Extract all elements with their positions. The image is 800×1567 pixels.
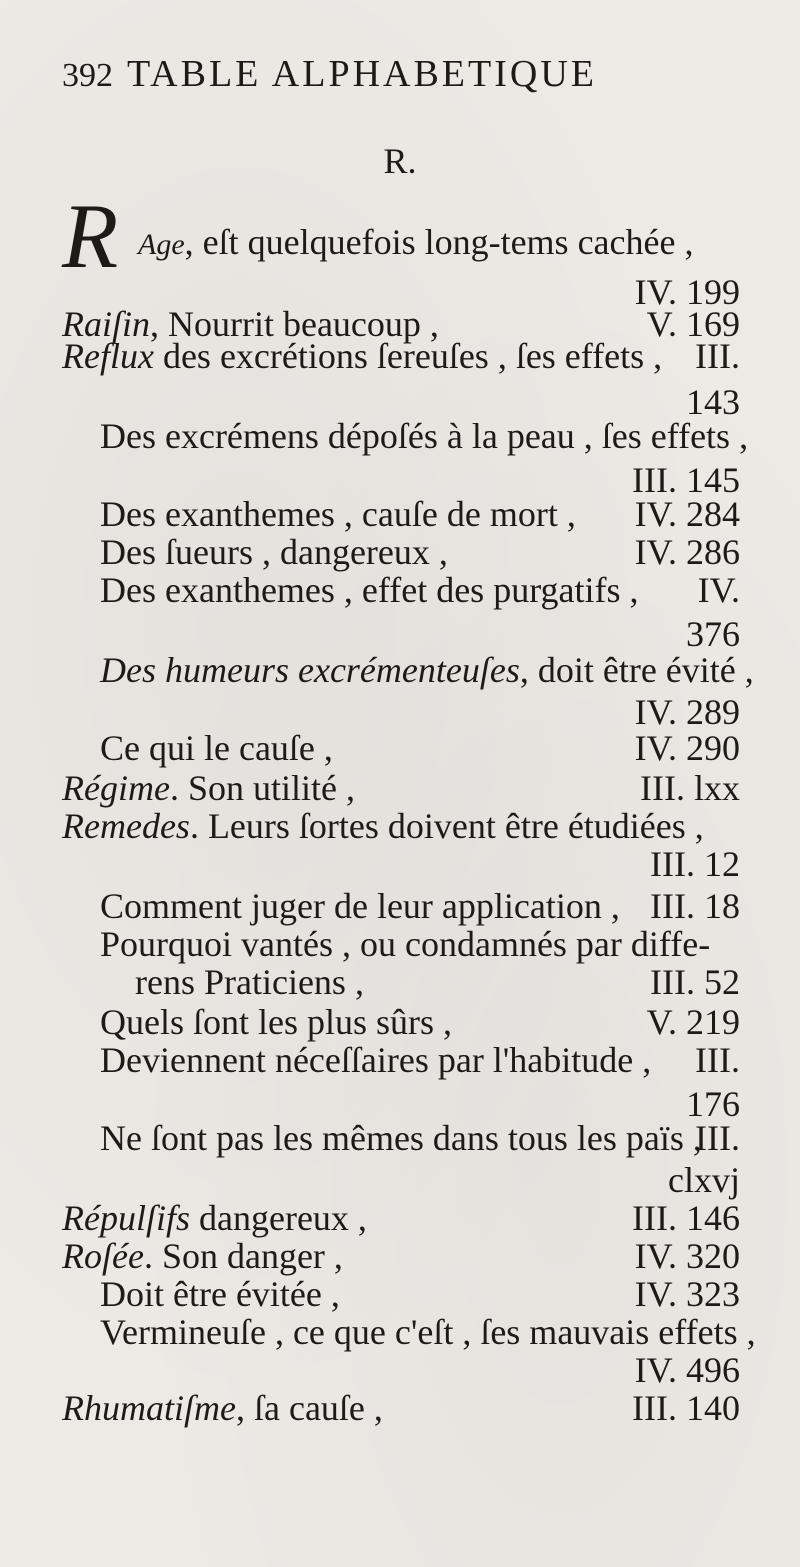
entry-term: Répulſifs [62, 1198, 190, 1238]
entry-ref: 176 [686, 1084, 740, 1124]
entry-ref: IV. [697, 570, 740, 610]
entry-text: Des exanthemes , effet des purgatifs , [100, 570, 639, 610]
entry-ref: III. 18 [650, 886, 740, 926]
entry-ref: IV. 286 [634, 532, 740, 572]
entry-text: , Nourrit beaucoup , [150, 304, 439, 344]
entry-ref: IV. 199 [634, 272, 740, 312]
index-subentry [100, 1114, 740, 1162]
running-header [62, 52, 662, 96]
entry-ref: III. 145 [632, 460, 740, 500]
entry-ref: III. 146 [632, 1198, 740, 1238]
entry-ref: IV. 323 [634, 1274, 740, 1314]
entry-text: Quels ſont les plus sûrs , [100, 1002, 453, 1042]
entry-text: Des ſueurs , dangereux , [100, 532, 448, 572]
entry-ref: III. [695, 1040, 740, 1080]
entry-ref: IV. 284 [634, 494, 740, 534]
entry-term: Roſée [62, 1236, 144, 1276]
entry-ref: clxvj [668, 1160, 740, 1200]
entry-term: Reflux [62, 336, 154, 376]
entry-text: Ne ſont pas les mêmes dans tous les païs , [100, 1118, 702, 1158]
header-title: TABLE ALPHABETIQUE [127, 53, 597, 95]
entry-ref: V. 169 [646, 304, 740, 344]
entry-text: Comment juger de leur application , [100, 886, 620, 926]
entry-text: Vermineuſe , ce que c'eſt , ſes mauvais effets , [100, 1312, 756, 1352]
entry-ref: III. [695, 336, 740, 376]
entry-text: dangereux , [190, 1198, 367, 1238]
entry-text: Ce qui le cauſe , [100, 728, 333, 768]
index-subentry [100, 646, 754, 694]
entry-text: Des exanthemes , cauſe de mort , [100, 494, 576, 534]
entry-text: Deviennent néceſſaires par l'habitude , [100, 1040, 652, 1080]
entry-ref: IV. 290 [634, 728, 740, 768]
entry-ref: V. 219 [646, 1002, 740, 1042]
entry-text: . Son utilité , [169, 768, 355, 808]
entry-ref: IV. 320 [634, 1236, 740, 1276]
entry-ref: 143 [686, 382, 740, 422]
entry-term: Age [138, 228, 185, 261]
entry-text: rens Praticiens , [135, 962, 364, 1002]
page-number: 392 [62, 57, 113, 94]
entry-text: . Leurs ſortes doivent être étudiées , [189, 806, 704, 846]
entry-ref: III. 140 [632, 1388, 740, 1428]
entry-ref: 376 [686, 614, 740, 654]
section-letter: R. [383, 141, 417, 181]
entry-text: Doit être évitée , [100, 1274, 340, 1314]
entry-text: Des excrémens dépoſés à la peau , ſes effets , [100, 416, 749, 456]
index-entry [62, 1384, 740, 1432]
entry-ref: IV. 496 [634, 1350, 740, 1390]
entry-text: Pourquoi vantés , ou condamnés par diffe- [100, 924, 711, 964]
entry-ref: III. [695, 1118, 740, 1158]
index-entry [62, 840, 740, 888]
index-entry [62, 332, 740, 380]
entry-text: , ſa cauſe , [235, 1388, 383, 1428]
entry-text: , doit être évité , [519, 650, 754, 690]
index-entry [62, 185, 740, 287]
entry-term: Raiſin [62, 304, 150, 344]
entry-ref: IV. 289 [634, 692, 740, 732]
entry-ref: III. lxx [640, 768, 740, 808]
drop-cap: R [62, 185, 119, 287]
index-subentry [100, 412, 749, 460]
entry-text: . Son danger , [143, 1236, 343, 1276]
index-subentry [100, 566, 740, 614]
entry-text: des excrétions ſereuſes , ſes effets , [153, 336, 663, 376]
entry-term: Des humeurs excrémenteuſes [100, 650, 520, 690]
entry-term: Rhumatiſme [62, 1388, 236, 1428]
entry-term: Régime [62, 768, 170, 808]
entry-ref: III. 52 [650, 962, 740, 1002]
index-subentry [100, 1036, 740, 1084]
entry-ref: III. 12 [650, 844, 740, 884]
entry-text: , eſt quelquefois long-tems cachée , [184, 222, 694, 262]
entry-term: Remedes [62, 806, 190, 846]
